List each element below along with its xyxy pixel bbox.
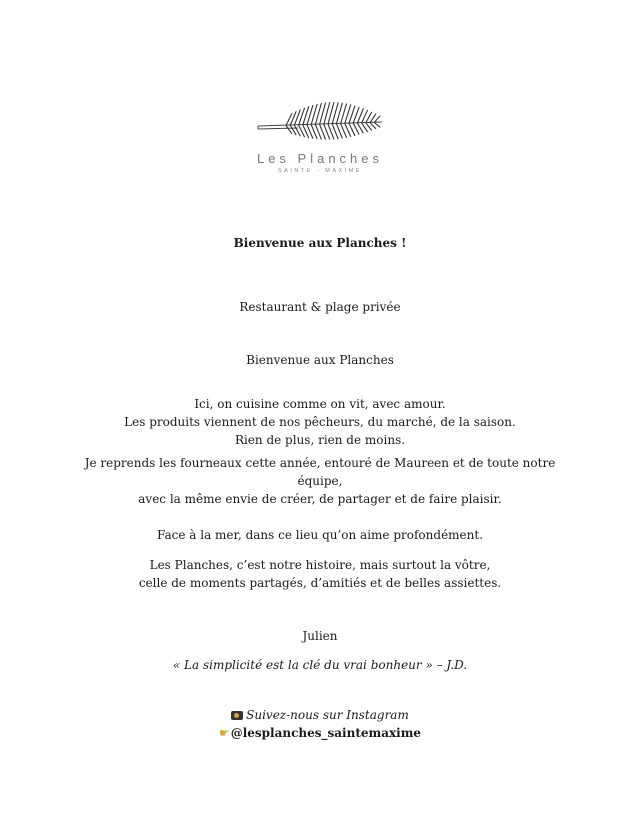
- instagram-handle[interactable]: @lesplanches_saintemaxime: [230, 726, 422, 740]
- paragraph-2-line: Je reprends les fourneaux cette année, entouré de Maureen et de toute notre: [84, 456, 556, 470]
- welcome-heading: Bienvenue aux Planches !: [233, 236, 407, 250]
- welcome-text: Bienvenue aux Planches: [246, 353, 394, 367]
- pointing-hand-icon: ☛: [218, 726, 230, 740]
- instagram-handle-line[interactable]: [0, 724, 640, 742]
- quote: « La simplicité est la clé du vrai bonheur » – J.D.: [172, 658, 468, 672]
- paragraph-1: [0, 395, 640, 449]
- instagram-follow: [0, 706, 640, 724]
- brand-location: SAINTE - MAXIME: [278, 168, 362, 174]
- subtitle: Restaurant & plage privée: [239, 300, 401, 314]
- paragraph-3: Face à la mer, dans ce lieu qu’on aime profondément.: [156, 528, 484, 542]
- palm-leaf-icon: [250, 98, 390, 142]
- camera-icon: [231, 711, 243, 720]
- paragraph-4-line: celle de moments partagés, d’amitiés et de belles assiettes.: [138, 576, 502, 590]
- paragraph-1-line: Rien de plus, rien de moins.: [234, 433, 406, 447]
- instagram-follow-text: Suivez-nous sur Instagram: [246, 708, 409, 722]
- paragraph-2-line: avec la même envie de créer, de partager et de faire plaisir.: [138, 492, 502, 506]
- paragraph-4-line: Les Planches, c’est notre histoire, mais surtout la vôtre,: [149, 558, 491, 572]
- paragraph-4: [0, 556, 640, 592]
- instagram-block: [0, 706, 640, 742]
- paragraph-1-line: Ici, on cuisine comme on vit, avec amour.: [194, 397, 446, 411]
- logo: [0, 98, 640, 174]
- paragraph-2: [0, 454, 640, 508]
- paragraph-2-line: équipe,: [297, 474, 343, 488]
- brand-name: Les Planches: [256, 151, 384, 166]
- paragraph-1-line: Les produits viennent de nos pêcheurs, du marché, de la saison.: [124, 415, 516, 429]
- signature: Julien: [302, 629, 338, 643]
